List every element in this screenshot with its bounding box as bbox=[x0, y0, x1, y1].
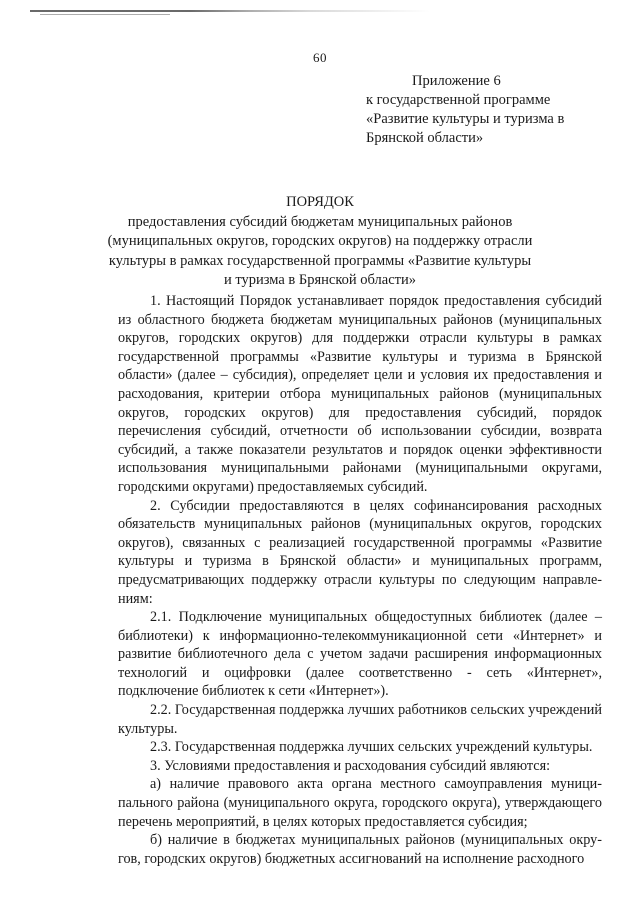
appendix-line: к государственной программе bbox=[366, 92, 551, 108]
paragraph: б) наличие в бюджетах муниципальных районов (муниципальных округов, городских округов) бюджетных ассигнований на исполнение расходного bbox=[118, 832, 602, 867]
paragraph: 3. Условиями предоставления и расходования субсидий являются: bbox=[150, 757, 551, 774]
scan-artifact-line-secondary bbox=[40, 14, 170, 15]
appendix-title: Приложение 6 bbox=[412, 73, 501, 89]
heading-subtitle-line: предоставления субсидий бюджетам муниципальных районов bbox=[127, 213, 513, 230]
scan-artifact-line bbox=[30, 10, 430, 12]
heading-subtitle-line: (муниципальных округов, городских округов) на поддержку отрасли bbox=[107, 233, 533, 249]
paragraph: 2.2. Государственная поддержка лучших работников сельских учреждений культуры. bbox=[118, 702, 602, 737]
page-number: 60 bbox=[313, 50, 327, 65]
appendix-line: Брянской области» bbox=[366, 130, 484, 146]
appendix-line: «Развитие культуры и туризма в bbox=[366, 111, 565, 127]
document-body bbox=[118, 292, 602, 868]
paragraph: а) наличие правового акта органа местного самоуправления муниципального района (муниципального округа, городского округа), утверждающего перечень мероприятий, в целях которых предоставляется субсидия; bbox=[118, 776, 602, 830]
paragraph: 2.1. Подключение муниципальных общедоступных библиотек (далее – библиотеки) к информационно-телекоммуникационной сети «Интернет» и развитие библиотечного дела с учетом задачи расширения информационных технологий и оцифровки (далее соответственно - сеть «Интернет», подключение библиотек к сети «Интернет»). bbox=[118, 609, 602, 700]
paragraph: 2.3. Государственная поддержка лучших сельских учреждений культуры. bbox=[150, 739, 593, 756]
heading-subtitle-line: культуры в рамках государственной программы «Развитие культуры bbox=[108, 252, 532, 269]
heading-subtitle-line: и туризма в Брянской области» bbox=[223, 272, 417, 288]
paragraph: 2. Субсидии предоставляются в целях софинансирования расходных обязательств муниципальных районов (муниципальных округов, городских округов), связанных с реализацией государственной программы «Развитие культуры и туризма в Брянской области» и муниципальных программ, предусматривающих поддержку отрасли культуры по следующим направлениям: bbox=[118, 497, 602, 607]
document-heading bbox=[0, 193, 640, 291]
paragraph: 1. Настоящий Порядок устанавливает порядок предоставления субсидий из областного бюджета бюджетам муниципальных районов (муниципальных округов, городских округов) для поддержки отрасли культуры в рамках государственной программы «Развитие культуры и туризма в Брянской области» (далее – субсидия), определяет цели и условия их предоставления и расходования, критерии отбора муниципальных районов (муниципальных округов, городских округов) для предоставления субсидий, порядок перечисления субсидий, отчетности об использовании субсидии, возврата субсидий, а также показатели результатов и порядок оценки эффективности использования муниципальными районами (муниципальными округами, городскими округами) предоставляемых субсидий. bbox=[118, 293, 602, 495]
heading-title: ПОРЯДОК bbox=[286, 194, 354, 210]
appendix-block bbox=[366, 72, 616, 148]
